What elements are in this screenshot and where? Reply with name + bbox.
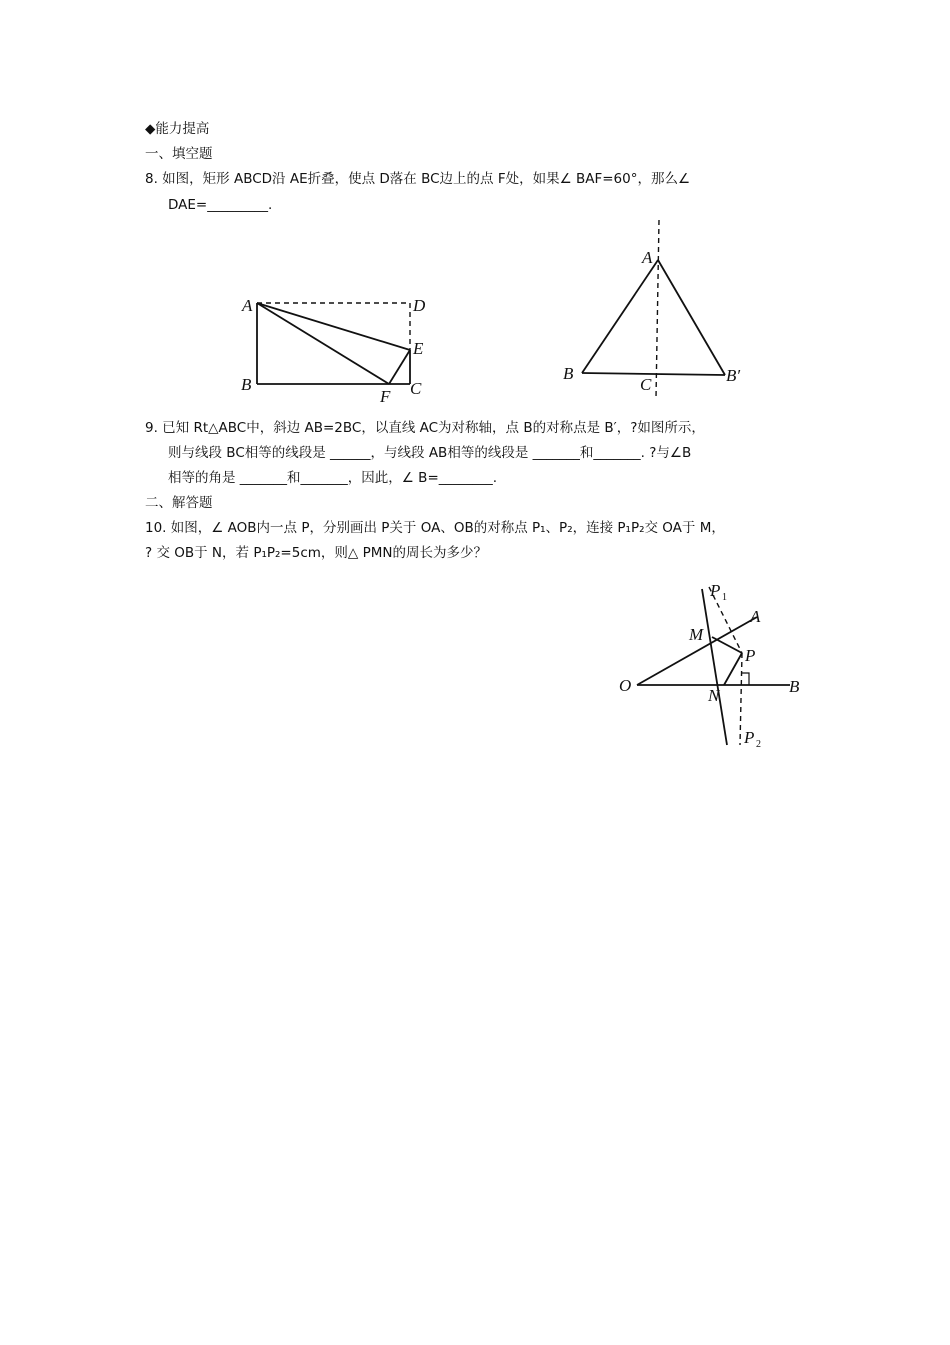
question-9-line-3: 相等的角是 _______和_______，因此，∠ B=________.: [168, 470, 498, 486]
label-b: B: [241, 375, 252, 394]
label-e: E: [413, 339, 424, 358]
label-p1-subscript: 1: [722, 592, 727, 603]
label-m: M: [689, 625, 704, 644]
label-p2: P: [744, 728, 755, 747]
symmetric-triangle-figure: [555, 220, 775, 400]
label-p: P: [745, 646, 756, 665]
label-f: F: [380, 387, 391, 406]
label-a: A: [242, 296, 253, 315]
angle-reflection-figure: [615, 575, 815, 755]
question-9-line-2: 则与线段 BC相等的线段是 ______，与线段 AB相等的线段是 _______和_______. ?与∠B: [168, 445, 692, 461]
label-a: A: [750, 607, 761, 626]
label-d: D: [413, 296, 426, 315]
question-8-line-1: 8. 如图，矩形 ABCD沿 AE折叠，使点 D落在 BC边上的点 F处，如果∠ BAF=60°，那么∠: [145, 171, 691, 187]
question-10-line-1: 10. 如图，∠ AOB内一点 P，分别画出 P关于 OA、OB的对称点 P₁、P₂，连接 P₁P₂交 OA于 M，: [145, 520, 725, 536]
label-p2-subscript: 2: [756, 739, 761, 750]
question-10-line-2: ? 交 OB于 N，若 P₁P₂=5cm，则△ PMN的周长为多少？: [145, 545, 487, 561]
part-two-heading: 二、解答题: [145, 495, 213, 511]
label-b: B: [563, 364, 574, 383]
label-o: O: [619, 676, 632, 695]
label-b: B: [789, 677, 800, 696]
part-one-heading: 一、填空题: [145, 146, 213, 162]
question-9-line-1: 9. 已知 Rt△ABC中，斜边 AB=2BC，以直线 AC为对称轴，点 B的对称点是 B′，?如图所示，: [145, 420, 705, 436]
section-title: ◆能力提高: [145, 121, 210, 137]
label-a: A: [642, 248, 653, 267]
rectangle-fold-figure: [230, 290, 440, 410]
label-b-prime: B′: [726, 366, 741, 385]
question-8-line-2: DAE=_________.: [168, 197, 273, 213]
label-p1: P: [710, 581, 721, 600]
label-c: C: [640, 375, 652, 394]
label-c: C: [410, 379, 422, 398]
label-n: N: [708, 686, 720, 705]
